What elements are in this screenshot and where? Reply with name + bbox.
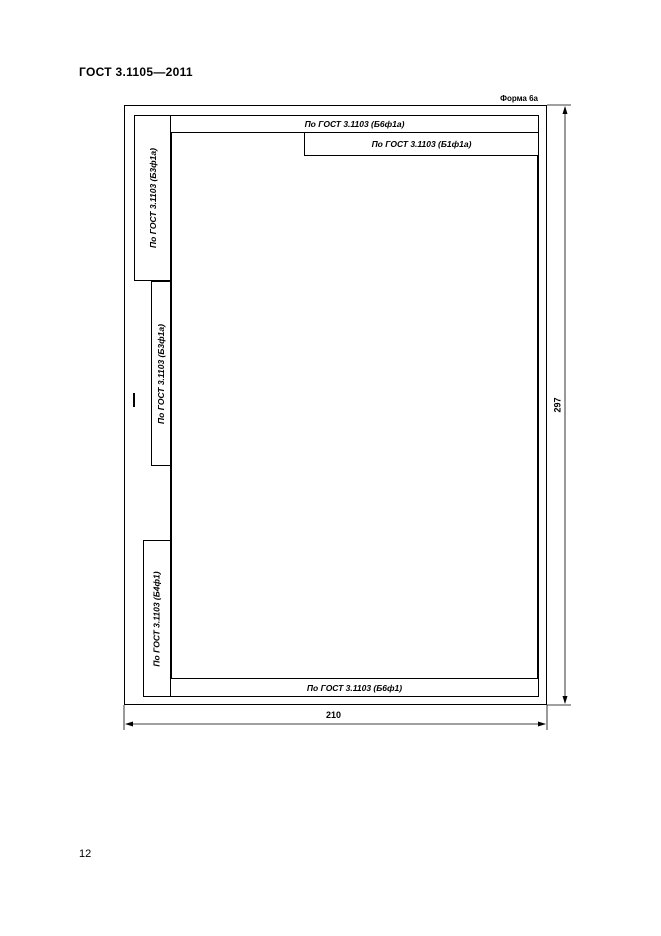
- bottom-block-label: По ГОСТ 3.1103 (Б6ф1): [306, 682, 403, 693]
- left-top-block-label: По ГОСТ 3.1103 (Б3ф1а): [147, 148, 158, 248]
- left-middle-block-label: По ГОСТ 3.1103 (Б3ф1а): [156, 323, 166, 424]
- width-dimension: 210: [326, 710, 342, 720]
- form-label: Форма 6а: [500, 94, 538, 103]
- height-dimension-wrap: [550, 395, 566, 415]
- top-main-block-label: По ГОСТ 3.1103 (Б6ф1а): [304, 119, 405, 129]
- left-bottom-block-label: По ГОСТ 3.1103 (Б4ф1): [152, 570, 163, 667]
- document-header: ГОСТ 3.1105—2011: [79, 65, 193, 79]
- height-dimension: 297: [553, 397, 563, 413]
- top-sub-block-label: По ГОСТ 3.1103 (Б1ф1а): [371, 139, 472, 149]
- page-number: 12: [79, 848, 92, 860]
